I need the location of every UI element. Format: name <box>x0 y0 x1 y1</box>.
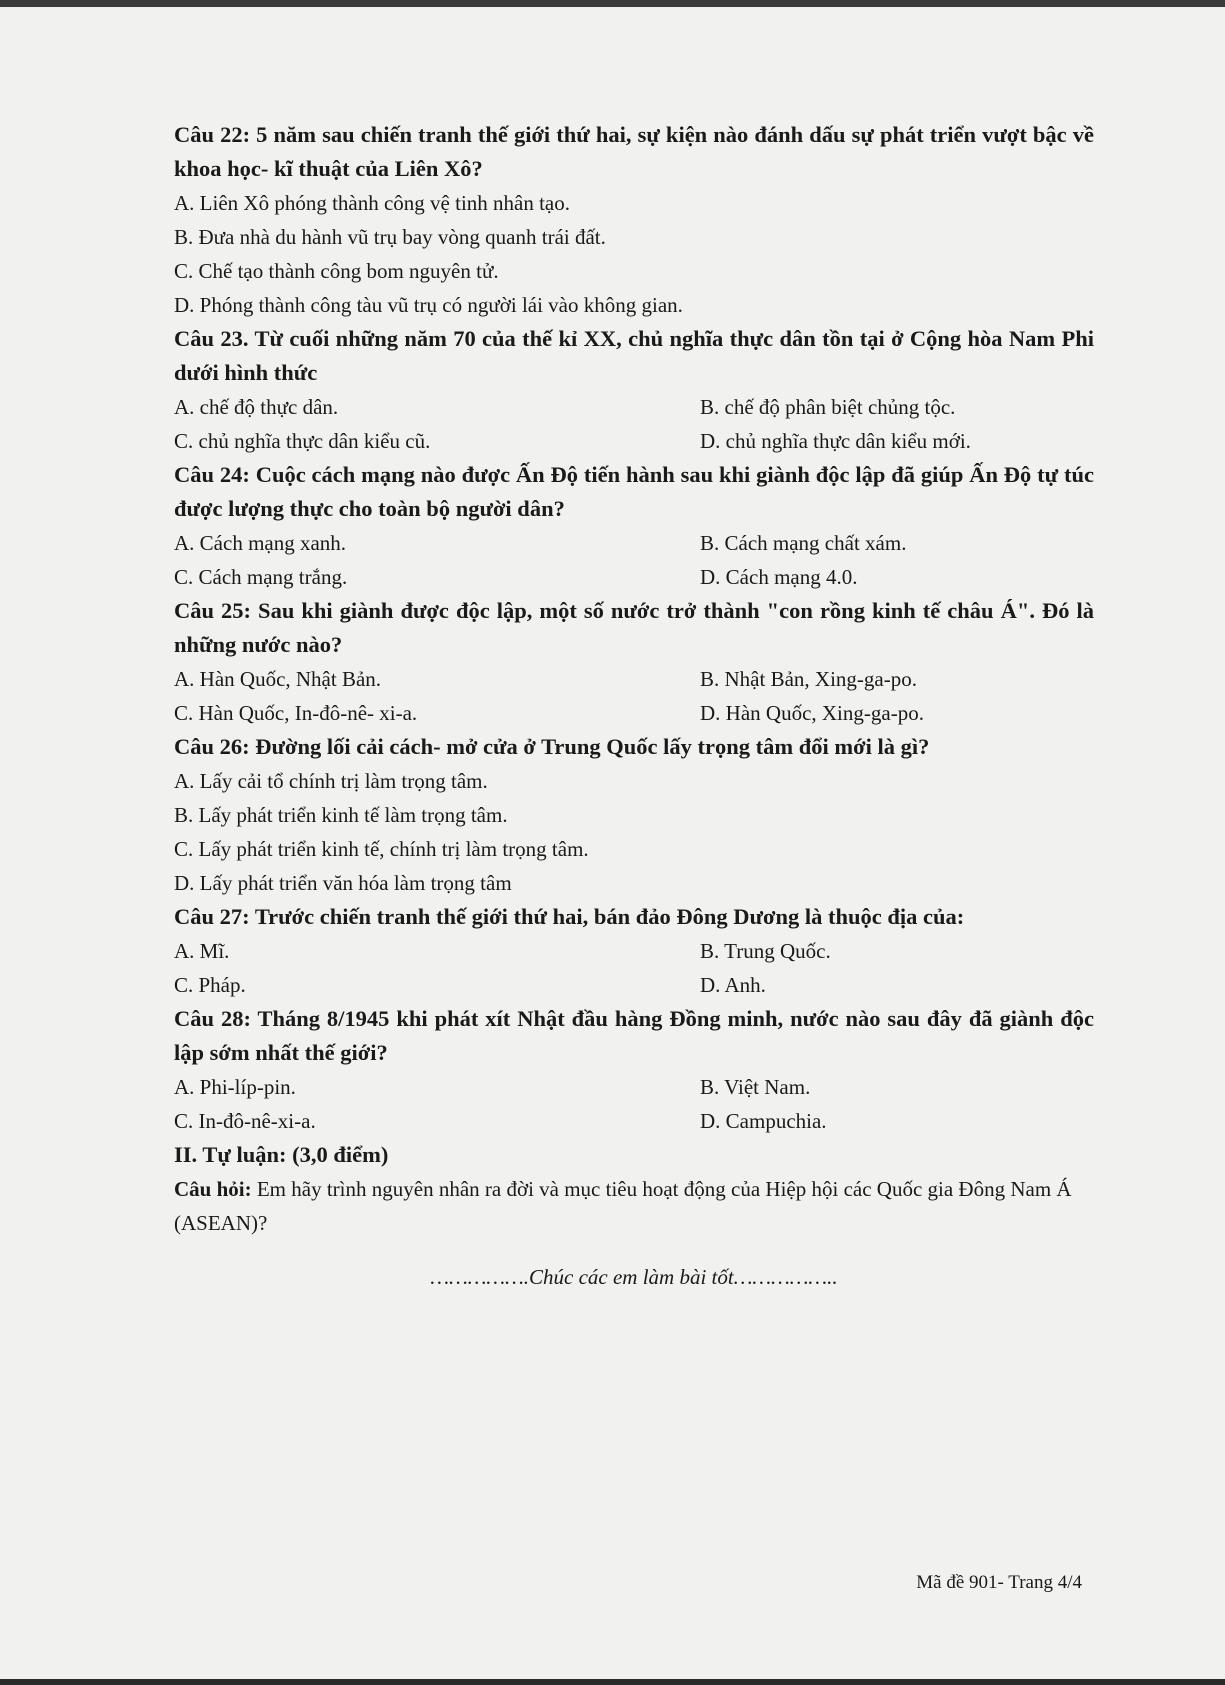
option-b: B. Nhật Bản, Xing-ga-po. <box>700 667 917 691</box>
option-b: B. Lấy phát triển kinh tế làm trọng tâm. <box>174 803 508 827</box>
question-text: Câu 28: Tháng 8/1945 khi phát xít Nhật đầu hàng Đồng minh, nước nào sau đây đã giành độc lập sớm nhất thế giới? <box>174 1006 1094 1065</box>
option-a: A. Mĩ. <box>174 939 230 963</box>
option-c: C. Hàn Quốc, In-đô-nê- xi-a. <box>174 701 418 725</box>
option-c: C. Pháp. <box>174 973 246 997</box>
question-text: Câu 22: 5 năm sau chiến tranh thế giới thứ hai, sự kiện nào đánh dấu sự phát triển vượt bậc về khoa học- kĩ thuật của Liên Xô? <box>174 122 1094 181</box>
options-row <box>174 968 1094 1002</box>
option-d: D. Lấy phát triển văn hóa làm trọng tâm <box>174 871 512 895</box>
question-text: Câu 23. Từ cuối những năm 70 của thế kỉ XX, chủ nghĩa thực dân tồn tại ở Cộng hòa Nam Phi dưới hình thức <box>174 326 1094 385</box>
question-25 <box>174 594 1094 730</box>
options-row <box>174 390 1094 424</box>
option-b: B. Cách mạng chất xám. <box>700 531 907 555</box>
option-b: B. Việt Nam. <box>700 1075 811 1099</box>
option-d: D. Cách mạng 4.0. <box>700 565 858 589</box>
option-a: A. Cách mạng xanh. <box>174 531 347 555</box>
option-c: C. chủ nghĩa thực dân kiểu cũ. <box>174 429 431 453</box>
options-row <box>174 696 1094 730</box>
options-row <box>174 1070 1094 1104</box>
options-row <box>174 662 1094 696</box>
question-23 <box>174 322 1094 458</box>
closing-line: …………….Chúc các em làm bài tốt…………….. <box>430 1265 838 1289</box>
option-b: B. Trung Quốc. <box>700 939 831 963</box>
question-text: Câu 26: Đường lối cải cách- mở cửa ở Trung Quốc lấy trọng tâm đổi mới là gì? <box>174 734 930 759</box>
option-c: C. In-đô-nê-xi-a. <box>174 1109 316 1133</box>
essay-text: Em hãy trình nguyên nhân ra đời và mục tiêu hoạt động của Hiệp hội các Quốc gia Đông Nam Á (ASEAN)? <box>174 1177 1072 1235</box>
option-c: C. Chế tạo thành công bom nguyên tử. <box>174 259 499 283</box>
option-d: D. Campuchia. <box>700 1109 827 1133</box>
options-row <box>174 560 1094 594</box>
question-27 <box>174 900 1094 1002</box>
option-d: D. Phóng thành công tàu vũ trụ có người lái vào không gian. <box>174 293 683 317</box>
exam-page <box>174 118 1094 1315</box>
option-a: A. Liên Xô phóng thành công vệ tinh nhân tạo. <box>174 191 571 215</box>
option-d: D. Anh. <box>700 973 766 997</box>
option-a: A. Lấy cải tổ chính trị làm trọng tâm. <box>174 769 488 793</box>
question-26 <box>174 730 1094 900</box>
essay-question <box>174 1172 1094 1240</box>
option-a: A. chế độ thực dân. <box>174 395 339 419</box>
essay-label: Câu hỏi: <box>174 1177 252 1201</box>
question-28 <box>174 1002 1094 1138</box>
option-c: C. Cách mạng trắng. <box>174 565 348 589</box>
options-row <box>174 424 1094 458</box>
question-22 <box>174 118 1094 322</box>
options-row <box>174 526 1094 560</box>
scan-bottom-edge <box>0 1679 1225 1685</box>
option-d: D. Hàn Quốc, Xing-ga-po. <box>700 701 924 725</box>
option-a: A. Hàn Quốc, Nhật Bản. <box>174 667 382 691</box>
option-a: A. Phi-líp-pin. <box>174 1075 296 1099</box>
essay-section <box>174 1138 1094 1240</box>
question-text: Câu 25: Sau khi giành được độc lập, một số nước trở thành "con rồng kinh tế châu Á". Đó là những nước nào? <box>174 598 1094 657</box>
scan-top-edge <box>0 0 1225 7</box>
option-c: C. Lấy phát triển kinh tế, chính trị làm trọng tâm. <box>174 837 589 861</box>
question-24 <box>174 458 1094 594</box>
question-text: Câu 24: Cuộc cách mạng nào được Ấn Độ tiến hành sau khi giành độc lập đã giúp Ấn Độ tự túc được lượng thực cho toàn bộ người dân? <box>174 462 1094 521</box>
question-text: Câu 27: Trước chiến tranh thế giới thứ hai, bán đảo Đông Dương là thuộc địa của: <box>174 904 965 929</box>
option-b: B. chế độ phân biệt chủng tộc. <box>700 395 956 419</box>
options-row <box>174 1104 1094 1138</box>
essay-heading: II. Tự luận: (3,0 điểm) <box>174 1142 389 1167</box>
options-row <box>174 934 1094 968</box>
option-d: D. chủ nghĩa thực dân kiểu mới. <box>700 429 971 453</box>
option-b: B. Đưa nhà du hành vũ trụ bay vòng quanh trái đất. <box>174 225 606 249</box>
page-footer: Mã đề 901- Trang 4/4 <box>916 1572 1082 1593</box>
